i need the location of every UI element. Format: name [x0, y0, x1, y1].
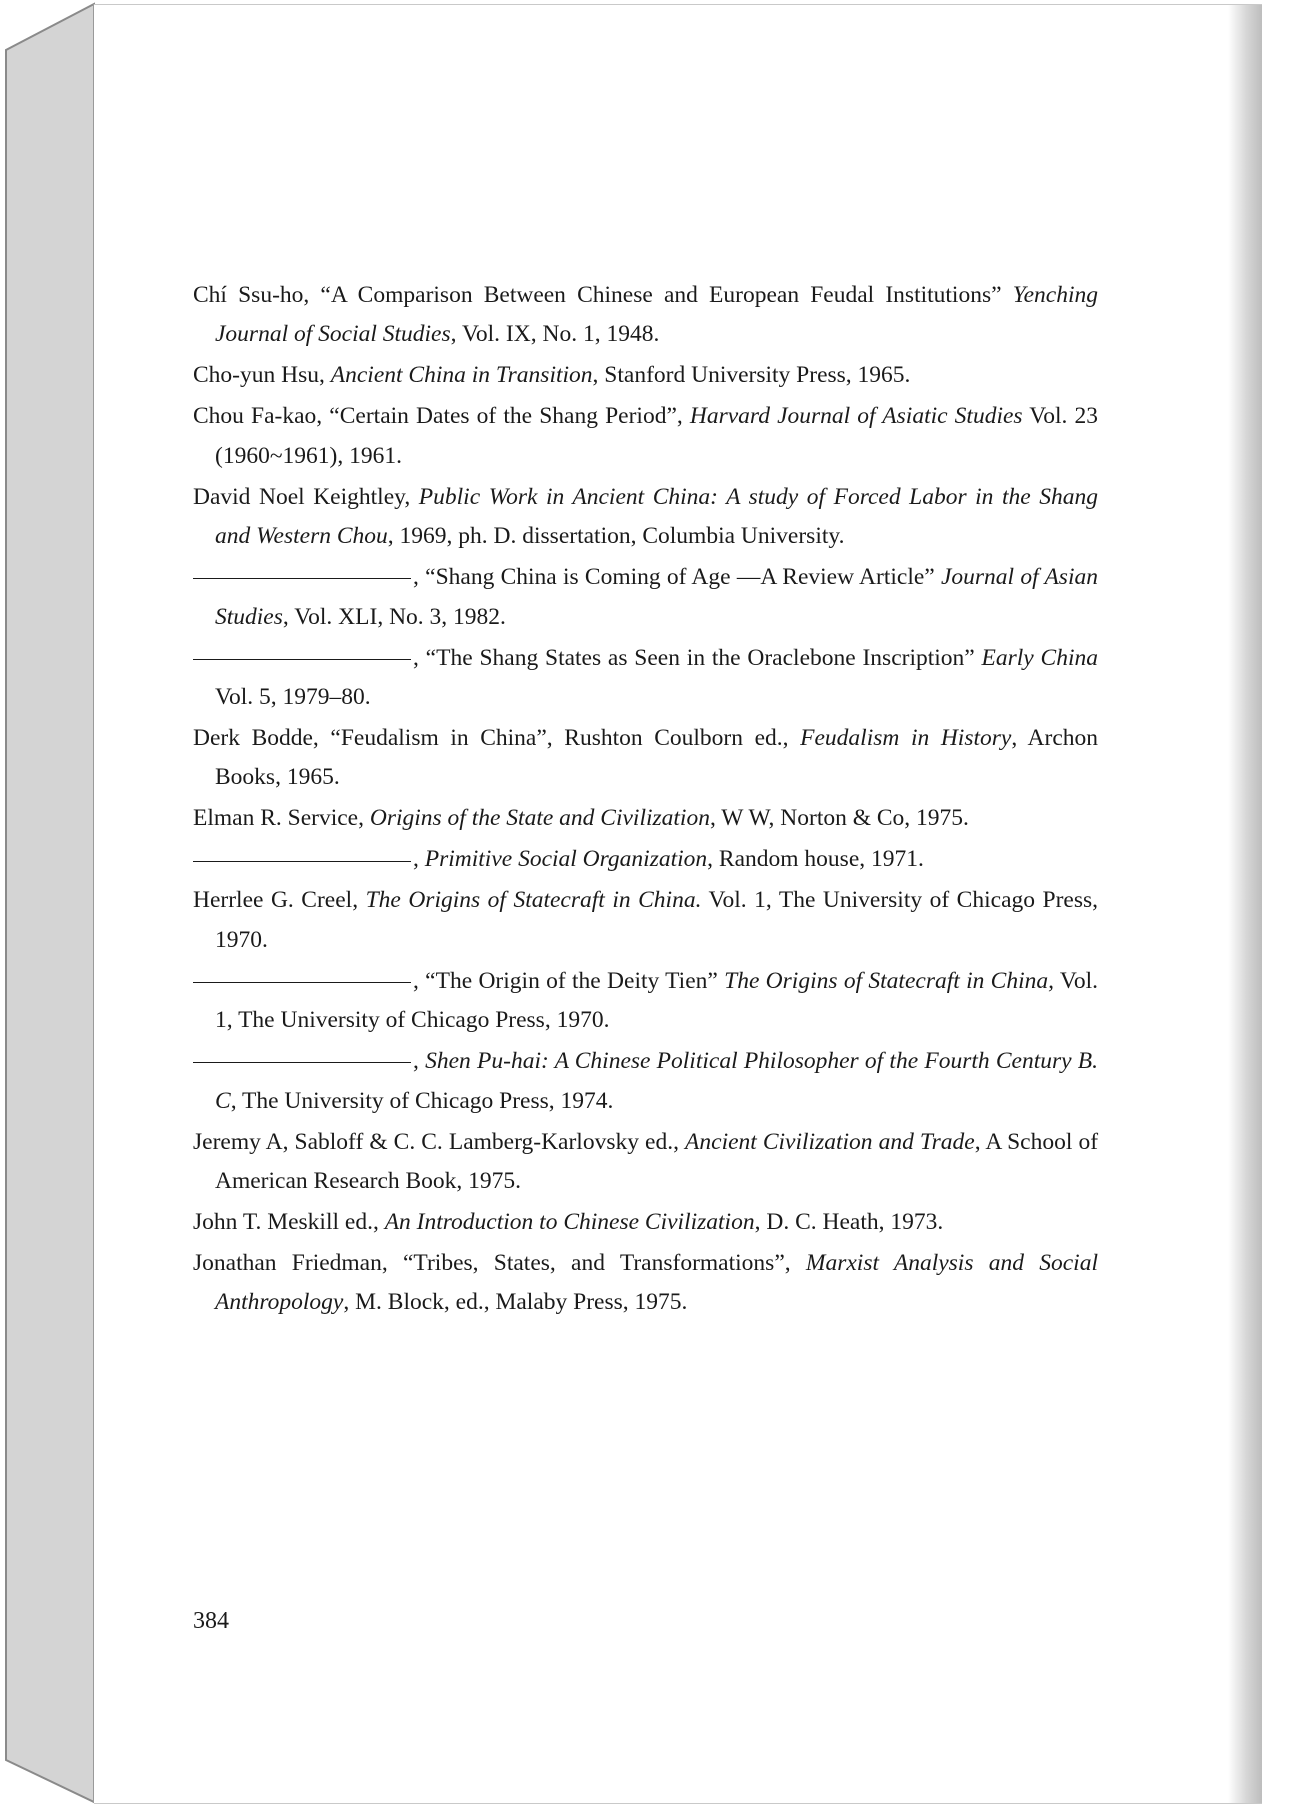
- entry-text: Jeremy A, Sabloff & C. C. Lamberg-Karlovsky ed.,: [193, 1128, 686, 1155]
- entry-text: Derk Bodde, “Feudalism in China”, Rushton Coulborn ed.,: [193, 725, 801, 752]
- entry-text: Jonathan Friedman, “Tribes, States, and Transformations”,: [193, 1250, 806, 1277]
- entry-text: , Vol. XLI, No. 3, 1982.: [282, 603, 506, 630]
- bibliography-entry: [193, 356, 1098, 395]
- bibliography-entry: [193, 881, 1098, 960]
- entry-text: David Noel Keightley,: [193, 483, 419, 510]
- bibliography-entry: [193, 1123, 1098, 1202]
- entry-text: ,: [413, 846, 425, 873]
- entry-title-italic: Origins of the State and Civilization: [369, 805, 710, 832]
- entry-text: Vol. 23 (1960~1961), 1961.: [215, 403, 1099, 469]
- entry-text: , Random house, 1971.: [707, 846, 924, 873]
- ditto-dash: [193, 578, 411, 579]
- entry-text: Elman R. Service,: [193, 805, 370, 832]
- entry-title-italic: Yenching Journal of Social Studies: [215, 282, 1098, 348]
- entry-text: Vol. 5, 1979–80.: [215, 684, 371, 711]
- entry-text: , “The Origin of the Deity Tien”: [413, 967, 725, 994]
- entry-text: , Stanford University Press, 1965.: [592, 362, 911, 389]
- entry-text: , M. Block, ed., Malaby Press, 1975.: [343, 1289, 688, 1316]
- bibliography-entry: [193, 558, 1098, 637]
- entry-text: Vol. 1, The University of Chicago Press, 1970.: [215, 887, 1098, 953]
- entry-title-italic: Primitive Social Organization: [424, 846, 708, 873]
- page-number: 384: [193, 1608, 229, 1634]
- entry-text: , D. C. Heath, 1973.: [754, 1209, 944, 1236]
- entry-text: , Vol. IX, No. 1, 1948.: [450, 321, 660, 348]
- entry-title-italic: Journal of Asian Studies: [215, 564, 1098, 630]
- entry-title-italic: Feudalism in History: [800, 725, 1012, 752]
- entry-title-italic: Shen Pu-hai: A Chinese Political Philosopher of the Fourth Century B. C: [215, 1048, 1099, 1114]
- entry-title-italic: Public Work in Ancient China: A study of Forced Labor in the Shang and Western Chou: [215, 483, 1098, 550]
- bibliography-entry: [193, 719, 1098, 798]
- bibliography-entry: [193, 840, 1098, 879]
- bibliography-entry: [193, 962, 1098, 1041]
- entry-text: Vol. 1, The University of Chicago Press, 1970.: [215, 967, 1098, 1034]
- entry-text: Herrlee G. Creel,: [193, 887, 366, 914]
- entry-text: , Archon Books, 1965.: [215, 725, 1099, 791]
- entry-text: , 1969, ph. D. dissertation, Columbia University.: [387, 523, 845, 550]
- entry-text: Chí Ssu-ho, “A Comparison Between Chinese and European Feudal Institutions”: [193, 282, 1013, 308]
- bibliography-entry: [193, 799, 1098, 838]
- entry-text: , “The Shang States as Seen in the Oraclebone Inscription”: [413, 644, 982, 671]
- entry-text: , “Shang China is Coming of Age —A Review Article”: [413, 564, 941, 591]
- ditto-dash: [193, 861, 411, 862]
- ditto-dash: [193, 982, 411, 983]
- ditto-dash: [193, 1062, 411, 1063]
- entry-title-italic: Harvard Journal of Asiatic Studies: [689, 403, 1023, 430]
- page-edge-shadow: [1228, 5, 1262, 1803]
- entry-title-italic: Ancient Civilization and Trade: [685, 1128, 975, 1155]
- bibliography-entry: [193, 276, 1098, 355]
- entry-title-italic: The Origins of Statecraft in China.: [365, 887, 702, 914]
- entry-title-italic: Early China: [981, 644, 1098, 671]
- entry-text: , A School of American Research Book, 1975.: [215, 1128, 1099, 1195]
- entry-title-italic: Ancient China in Transition: [330, 362, 593, 389]
- bibliography-entry: [193, 1203, 1098, 1242]
- bibliography-entry: [193, 1042, 1098, 1121]
- entry-text: ,: [413, 1048, 426, 1075]
- bibliography-entry: [193, 1244, 1098, 1323]
- ditto-dash: [193, 659, 411, 660]
- entry-text: John T. Meskill ed.,: [193, 1209, 385, 1236]
- entry-text: , The University of Chicago Press, 1974.: [230, 1087, 614, 1114]
- bibliography-list: [193, 276, 1098, 1324]
- entry-text: Chou Fa-kao, “Certain Dates of the Shang Period”,: [193, 403, 690, 430]
- entry-title-italic: An Introduction to Chinese Civilization: [384, 1209, 755, 1236]
- bibliography-entry: [193, 397, 1098, 476]
- entry-title-italic: The Origins of Statecraft in China,: [724, 967, 1055, 994]
- entry-title-italic: Marxist Analysis and Social Anthropology: [215, 1250, 1098, 1316]
- entry-text: , W W, Norton & Co, 1975.: [709, 805, 969, 832]
- bibliography-entry: [193, 478, 1098, 557]
- entry-text: Cho-yun Hsu,: [193, 362, 331, 389]
- bibliography-entry: [193, 639, 1098, 718]
